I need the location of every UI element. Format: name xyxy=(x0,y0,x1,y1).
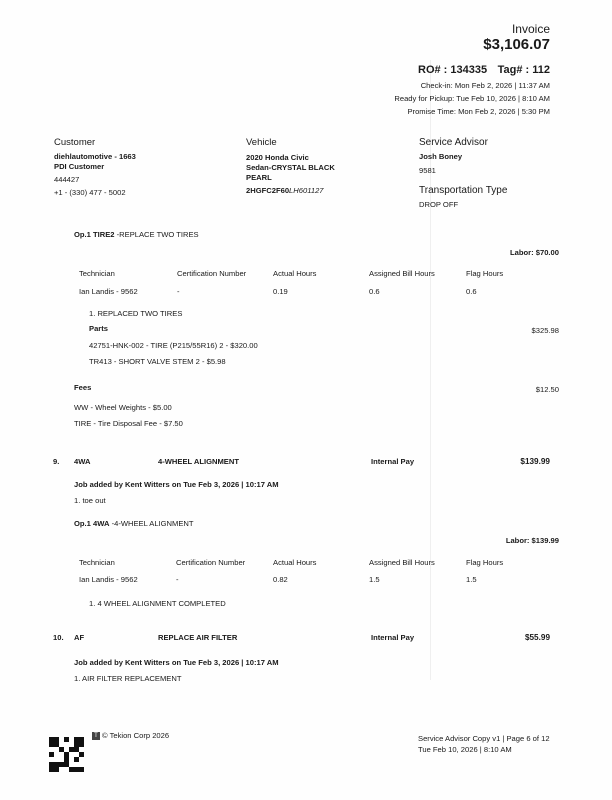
advisor-heading: Service Advisor xyxy=(419,137,488,148)
job8-op xyxy=(74,230,199,239)
customer-name: diehlautomotive - 1663 xyxy=(54,152,136,161)
job8-th-technician: Technician xyxy=(79,269,115,278)
transport-heading: Transportation Type xyxy=(419,185,508,196)
job9-td-flag: 1.5 xyxy=(466,575,477,584)
job10-title: REPLACE AIR FILTER xyxy=(158,633,238,642)
advisor-name: Josh Boney xyxy=(419,152,463,161)
job8-story: 1. REPLACED TWO TIRES xyxy=(89,309,183,318)
job9-added-by: Job added by Kent Witters on Tue Feb 3, 2026 | 10:17 AM xyxy=(74,480,279,489)
job8-fees-total: $12.50 xyxy=(535,385,559,394)
job8-td-flag: 0.6 xyxy=(466,287,477,296)
job8-part-2: TR413 - SHORT VALVE STEM 2 - $5.98 xyxy=(89,357,226,366)
vehicle-color: PEARL xyxy=(246,173,272,182)
job8-th-flag: Flag Hours xyxy=(466,269,504,278)
job8-th-assigned: Assigned Bill Hours xyxy=(369,269,435,278)
vehicle-vin xyxy=(246,186,324,195)
job8-op-desc: -REPLACE TWO TIRES xyxy=(114,230,199,239)
job8-td-actual: 0.19 xyxy=(273,287,288,296)
vehicle-model: 2020 Honda Civic xyxy=(246,153,309,162)
vehicle-trim: Sedan-CRYSTAL BLACK xyxy=(246,163,335,172)
customer-heading: Customer xyxy=(54,137,96,148)
ro-number: RO# : 134335 xyxy=(418,64,488,76)
job8-fee-1: WW - Wheel Weights - $5.00 xyxy=(74,403,172,412)
job9-th-technician: Technician xyxy=(79,558,115,567)
job9-pay-type: Internal Pay xyxy=(371,457,415,466)
qr-code xyxy=(49,737,84,772)
vin-prefix: 2HGFC2F60 xyxy=(246,186,290,195)
tag-number: Tag# : 112 xyxy=(497,64,550,76)
job8-td-assigned: 0.6 xyxy=(369,287,380,296)
transport-type: DROP OFF xyxy=(419,200,459,209)
customer-phone: +1 - (330) 477 - 5002 xyxy=(54,188,126,197)
vehicle-heading: Vehicle xyxy=(246,137,277,148)
job9-title: 4-WHEEL ALIGNMENT xyxy=(158,457,239,466)
job8-labor: Labor: $70.00 xyxy=(510,248,559,257)
job8-td-technician: Ian Landis - 9562 xyxy=(79,287,138,296)
tekion-logo-icon: T xyxy=(92,732,100,740)
job8-part-1: 42751-HNK-002 - TIRE (P215/55R16) 2 - $320.00 xyxy=(89,341,258,350)
job9-amount: $139.99 xyxy=(520,457,550,466)
invoice-label: Invoice xyxy=(511,22,550,36)
job9-th-assigned: Assigned Bill Hours xyxy=(369,558,435,567)
job9-th-actual: Actual Hours xyxy=(273,558,317,567)
vin-suffix: LH601127 xyxy=(289,186,324,195)
footer-copy-info: Service Advisor Copy v1 | Page 6 of 12 xyxy=(418,734,550,743)
job8-op-code: Op.1 TIRE2 xyxy=(74,230,115,239)
job9-td-actual: 0.82 xyxy=(273,575,288,584)
job9-th-flag: Flag Hours xyxy=(466,558,504,567)
job9-concern: 1. toe out xyxy=(74,496,106,505)
job8-parts-heading: Parts xyxy=(89,324,108,333)
job9-td-cert: - xyxy=(176,575,179,584)
footer-brand xyxy=(92,731,169,740)
job8-th-cert: Certification Number xyxy=(177,269,247,278)
job10-amount: $55.99 xyxy=(524,633,550,642)
job9-number: 9. xyxy=(53,457,60,466)
job9-code: 4WA xyxy=(74,457,91,466)
advisor-id: 9581 xyxy=(419,166,436,175)
job9-labor: Labor: $139.99 xyxy=(505,536,559,545)
customer-id: 444427 xyxy=(54,175,80,184)
job9-th-cert: Certification Number xyxy=(176,558,246,567)
job8-fees-heading: Fees xyxy=(74,383,92,392)
job10-code: AF xyxy=(74,633,85,642)
check-in-time: Check-in: Mon Feb 2, 2026 | 11:37 AM xyxy=(420,81,550,90)
footer-printed-time: Tue Feb 10, 2026 | 8:10 AM xyxy=(418,745,512,754)
job9-op xyxy=(74,519,194,528)
job8-th-actual: Actual Hours xyxy=(273,269,317,278)
promise-time: Promise Time: Mon Feb 2, 2026 | 5:30 PM xyxy=(407,107,550,116)
job9-td-assigned: 1.5 xyxy=(369,575,380,584)
footer-copyright: © Tekion Corp 2026 xyxy=(102,731,170,740)
job10-pay-type: Internal Pay xyxy=(371,633,415,642)
job10-number: 10. xyxy=(53,633,64,642)
job10-added-by: Job added by Kent Witters on Tue Feb 3, 2026 | 10:17 AM xyxy=(74,658,279,667)
job9-td-technician: Ian Landis - 9562 xyxy=(79,575,138,584)
job9-op-code: Op.1 4WA xyxy=(74,519,110,528)
invoice-total: $3,106.07 xyxy=(483,36,550,53)
customer-type: PDI Customer xyxy=(54,162,105,171)
job8-parts-total: $325.98 xyxy=(531,326,559,335)
job8-fee-2: TIRE - Tire Disposal Fee - $7.50 xyxy=(74,419,183,428)
job9-story: 1. 4 WHEEL ALIGNMENT COMPLETED xyxy=(89,599,226,608)
job9-op-desc: -4-WHEEL ALIGNMENT xyxy=(109,519,194,528)
ready-pickup-time: Ready for Pickup: Tue Feb 10, 2026 | 8:10 AM xyxy=(394,94,550,103)
job10-concern: 1. AIR FILTER REPLACEMENT xyxy=(74,674,182,683)
job8-td-cert: - xyxy=(177,287,180,296)
